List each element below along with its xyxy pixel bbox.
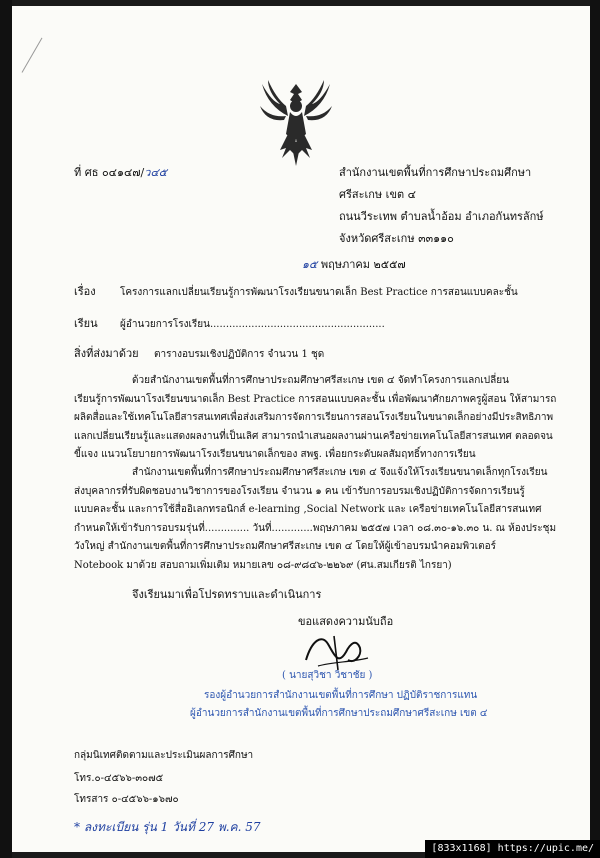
subject-text: โครงการแลกเปลี่ยนเรียนรู้การพัฒนาโรงเรียนขนาดเล็ก Best Practice การสอนแบบคละชั้น — [120, 287, 518, 298]
signer-name: ( นายสุวิชา วิชาชัย ) — [282, 670, 373, 681]
department-fax: โทรสาร ๐-๔๕๖๖-๑๖๗๐ — [74, 794, 179, 805]
recipient-text: ผู้อำนวยการโรงเรียน....................................................... — [120, 319, 385, 330]
closing-line: จึงเรียนมาเพื่อโปรดทราบและดำเนินการ — [132, 588, 322, 601]
reference-number: ที่ ศธ ๐๔๑๔๗/ — [74, 166, 145, 179]
garuda-emblem — [258, 76, 334, 168]
reference-handwritten: ว๔๕ — [144, 166, 168, 179]
subject-label: เรื่อง — [74, 285, 96, 298]
scan-left-edge — [0, 0, 12, 858]
org-line-2: ศรีสะเกษ เขต ๔ — [339, 188, 416, 201]
signer-title-1: รองผู้อำนวยการสำนักงานเขตพื้นที่การศึกษา ปฏิบัติราชการแทน — [204, 690, 478, 701]
image-source-footer — [425, 840, 600, 858]
scan-scratch-mark — [22, 38, 43, 73]
department-phone: โทร.๐-๔๕๖๖-๓๐๗๕ — [74, 773, 164, 784]
date-text: พฤษภาคม ๒๕๕๗ — [320, 258, 406, 271]
org-line-3: ถนนวีระเทพ ตำบลน้ำอ้อม อำเภอกันทรลักษ์ — [339, 210, 544, 223]
regards-line: ขอแสดงความนับถือ — [298, 615, 394, 628]
date-day-handwritten: ๑๕ — [302, 258, 318, 271]
image-dimensions: [833x1168] — [431, 843, 492, 854]
department-name: กลุ่มนิเทศติดตามและประเมินผลการศึกษา — [74, 750, 254, 761]
recipient-label: เรียน — [74, 317, 98, 330]
scan-right-edge — [590, 0, 600, 858]
body-paragraph-1: ด้วยสำนักงานเขตพื้นที่การศึกษาประถมศึกษาศรีสะเกษ เขต ๔ จัดทำโครงการแลกเปลี่ยน เรียนรู้การพัฒนาโรงเรียนขนาดเล็ก Best Practice การสอนแบบคละชั้น เพื่อพัฒนาศักยภาพครูผู้สอน ให้สามารถ ผลิตสื่อและใช้เทคโนโลยีสารสนเทศเพื่อส่งเสริมการจัดการเรียนการสอนโรงเรียนในขนาดเล็กอย่างมีประสิทธิภาพ แลกเปลี่ยนเรียนรู้และแสดงผลงานที่เป็นเลิศ สามารถนำเสนอผลงานผ่านเครือข่ายเทคโนโลยีสารสนเทศ ตลอดจน ขี้แจง แนวนโยบายการพัฒนาโรงเรียนขนาดเล็กของ สพฐ. เพื่อยกระดับผลสัมฤทธิ์ทางการเรียน — [74, 375, 557, 460]
org-line-1: สำนักงานเขตพื้นที่การศึกษาประถมศึกษา — [339, 166, 532, 179]
org-line-4: จังหวัดศรีสะเกษ ๓๓๑๑๐ — [339, 232, 454, 245]
enclosure-text: ตารางอบรมเชิงปฏิบัติการ จำนวน 1 ชุด — [154, 349, 325, 360]
body-paragraph-2: สำนักงานเขตพื้นที่การศึกษาประถมศึกษาศรีสะเกษ เขต ๔ จึงแจ้งให้โรงเรียนขนาดเล็กทุกโรงเรียน ส่งบุคลากรที่รับผิดชอบงานวิชาการของโรงเรียน จำนวน ๑ คน เข้ารับการอบรมเชิงปฏิบัติการจัดการเรียนรู้ แบบคละชั้น และการใช้สื่ออิเลกทรอนิกส์ e-learning ,Social Network และ เครือข่ายเทคโนโลยีสารสนเทศ กำหนดให้เข้ารับการอบรมรุ่นที่.............. วันที่.............พฤษภาคม ๒๕๕๗ เวลา ๐๘.๓๐-๑๖.๓๐ น. ณ ห้องประชุม วังใหญ่ สำนักงานเขตพื้นที่การศึกษาประถมศึกษาศรีสะเกษ เขต ๔ โดยให้ผู้เข้าอบรมนำคอมพิวเตอร์ Notebook มาด้วย สอบถามเพิ่มเติม หมายเลข ๐๘-๙๘๔๖-๒๒๖๙ (ศน.สมเกียรติ ไกรยา) — [74, 467, 557, 571]
letter-page — [12, 6, 590, 852]
handwritten-note: * ลงทะเบียน รุ่น 1 วันที่ 27 พ.ค. 57 — [74, 820, 261, 834]
enclosure-label: สิ่งที่ส่งมาด้วย — [74, 347, 139, 360]
source-site: https://upic.me/ — [497, 843, 594, 854]
signer-title-2: ผู้อำนวยการสำนักงานเขตพื้นที่การศึกษาประถมศึกษาศรีสะเกษ เขต ๔ — [190, 708, 488, 719]
handwritten-signature — [298, 630, 378, 672]
